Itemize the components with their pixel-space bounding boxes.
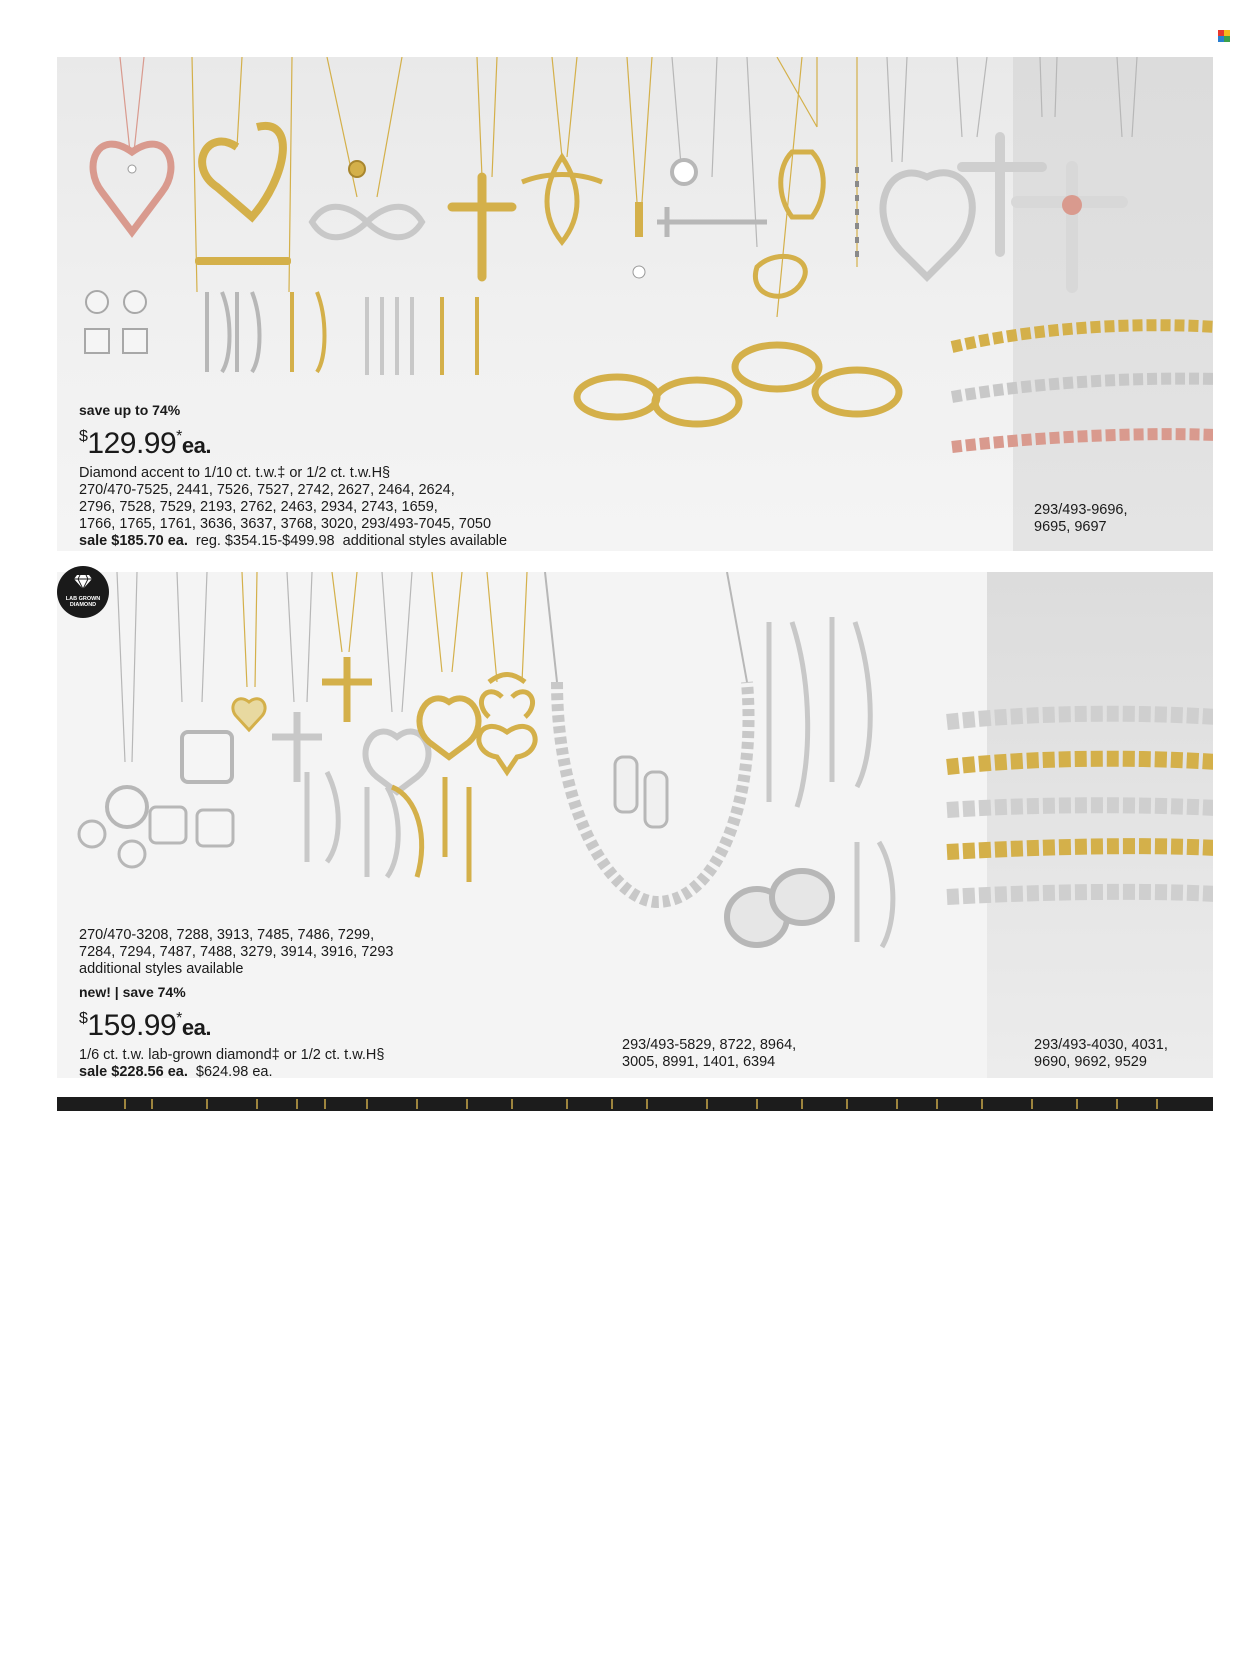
price-amount: 159.99 <box>87 1009 177 1042</box>
price-unit: ea. <box>181 1015 211 1040</box>
sale-price: sale $185.70 ea. <box>79 533 188 549</box>
promo-text: save up to 74% <box>79 402 181 418</box>
regular-price: $624.98 ea. <box>195 1064 273 1080</box>
regular-price: reg. $354.15-$499.98 <box>195 533 335 549</box>
necklace-codes <box>622 1037 796 1071</box>
bracelet-codes <box>1034 1037 1168 1071</box>
price-mark: * <box>176 428 182 445</box>
style-codes-line: 3005, 8991, 1401, 6394 <box>622 1054 776 1070</box>
badge-text: LAB GROWN <box>65 596 101 602</box>
style-codes-line: 293/493-9696, <box>1034 502 1128 518</box>
price-unit: ea. <box>181 433 211 458</box>
price-currency: $ <box>79 1010 88 1027</box>
promo-text: new! | save 74% <box>79 984 186 1000</box>
additional-styles: additional styles available <box>342 533 508 549</box>
gold-tick-pattern <box>57 1097 1213 1111</box>
lab-grown-diamond-icon <box>57 566 109 618</box>
color-grid-icon <box>1218 30 1230 42</box>
style-codes-line: 1766, 1765, 1761, 3636, 3637, 3768, 3020, 293/493-7045, 7050 <box>79 516 492 532</box>
additional-styles: additional styles available <box>79 961 244 977</box>
style-codes-line: 270/470-7525, 2441, 7526, 7527, 2742, 2627, 2464, 2624, <box>79 482 455 498</box>
style-codes-line: 270/470-3208, 7288, 3913, 7485, 7486, 7299, <box>79 927 375 943</box>
style-codes-line: 2796, 7528, 7529, 2193, 2762, 2463, 2934, 2743, 1659, <box>79 499 438 515</box>
style-codes-line: 293/493-5829, 8722, 8964, <box>622 1037 797 1053</box>
price <box>79 420 507 463</box>
style-codes-line: 9690, 9692, 9529 <box>1034 1054 1147 1070</box>
product-description: Diamond accent to 1/10 ct. t.w.‡ or 1/2 ct. t.w.H§ <box>79 465 391 481</box>
diamond-icon <box>73 574 93 590</box>
price-currency: $ <box>79 428 88 445</box>
sale-price: sale $228.56 ea. <box>79 1064 188 1080</box>
style-codes-line: 293/493-4030, 4031, <box>1034 1037 1168 1053</box>
price <box>79 1002 393 1045</box>
bracelet-codes <box>1034 502 1128 536</box>
product-description: 1/6 ct. t.w. lab-grown diamond‡ or 1/2 ct. t.w.H§ <box>79 1047 385 1063</box>
price-amount: 129.99 <box>87 427 177 460</box>
price-mark: * <box>176 1010 182 1027</box>
style-codes-line: 9695, 9697 <box>1034 519 1107 535</box>
decorative-stripe <box>57 1097 1213 1111</box>
style-codes-line: 7284, 7294, 7487, 7488, 3279, 3914, 3916, 7293 <box>79 944 394 960</box>
section2-copy <box>79 927 393 1081</box>
badge-text: DIAMOND <box>69 602 97 608</box>
section1-copy <box>79 402 507 550</box>
